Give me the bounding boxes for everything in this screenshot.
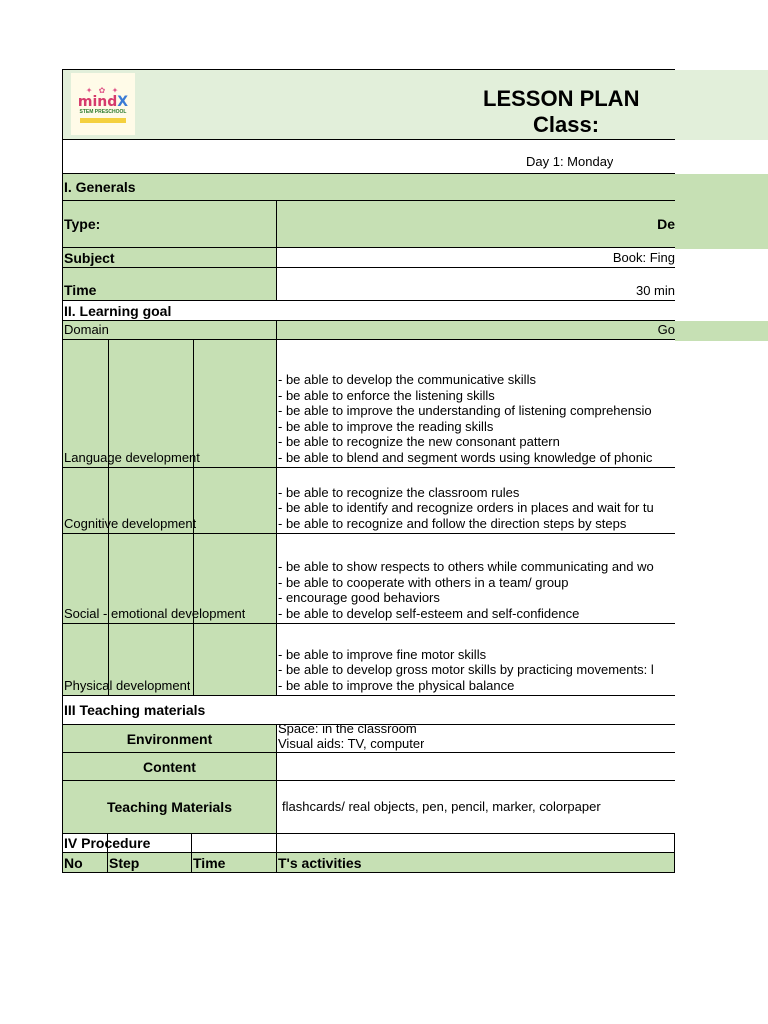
time-label: Time: [62, 268, 277, 301]
logo-decoration: ✦ ✿ ✦: [85, 85, 121, 95]
domain-name: Social - emotional development: [64, 605, 246, 621]
goal-item: - be able to recognize and follow the direction steps by steps: [278, 515, 627, 531]
procedure-heading: IV Procedure: [62, 834, 192, 853]
page-title: LESSON PLAN: [483, 86, 640, 111]
goal-item: - encourage good behaviors: [278, 590, 440, 605]
goal-list: [278, 485, 675, 532]
goal-item: - be able to develop the communicative skills: [278, 372, 536, 387]
procedure-col-step: Step: [108, 853, 192, 873]
domain-name: Cognitive development: [64, 515, 197, 531]
learning-goal-heading: II. Learning goal: [62, 301, 675, 321]
goals-cell-physical: [277, 624, 675, 696]
goals-cell-social-emotional: [277, 534, 675, 624]
goal-item: - be able to develop gross motor skills by practicing movements: l: [278, 662, 654, 677]
generals-heading: I. Generals: [62, 174, 675, 201]
right-fill-header: [675, 70, 768, 140]
procedure-empty-cell: [192, 834, 277, 853]
goal-item: - be able to improve the understanding of listening comprehensio: [278, 403, 652, 418]
mindx-logo: [71, 73, 135, 135]
domain-cell-language: [62, 340, 277, 468]
environment-value: [277, 725, 675, 753]
environment-line: Visual aids: TV, computer: [278, 736, 425, 751]
goals-cell-language: [277, 340, 675, 468]
goal-list: [278, 559, 675, 621]
goal-item: - be able to blend and segment words using knowledge of phonic: [278, 449, 653, 465]
goal-item: - be able to identify and recognize orders in places and wait for tu: [278, 500, 654, 515]
environment-line: Space: in the classroom: [278, 725, 417, 736]
environment-label: Environment: [62, 725, 277, 753]
goal-item: - be able to improve the physical balance: [278, 677, 515, 693]
right-fill-domain: [675, 321, 768, 341]
time-value: 30 min: [277, 268, 675, 301]
goal-item: - be able to recognize the classroom rules: [278, 484, 520, 500]
content-label: Content: [62, 753, 277, 781]
teaching-materials-label: Teaching Materials: [62, 781, 277, 834]
day-row: [62, 140, 675, 174]
teaching-materials-value: flashcards/ real objects, pen, pencil, marker, colorpaper: [277, 781, 675, 834]
header-row: [62, 69, 675, 140]
procedure-col-time: Time: [192, 853, 277, 873]
class-title: Class:: [533, 112, 600, 137]
goal-item: - be able to improve the reading skills: [278, 418, 494, 434]
domain-cell-social-emotional: [62, 534, 277, 624]
type-label: Type:: [62, 201, 277, 248]
domain-name: Physical development: [64, 677, 191, 693]
goal-label: Go: [277, 321, 675, 340]
right-fill-generals: [675, 174, 768, 249]
domain-name: Language development: [64, 449, 200, 465]
subject-label: Subject: [62, 248, 277, 268]
goal-item: - be able to cooperate with others in a team/ group: [278, 574, 569, 590]
domain-cell-cognitive: [62, 468, 277, 534]
goal-item: - be able to recognize the new consonant pattern: [278, 434, 560, 449]
procedure-col-activities: T's activities: [277, 853, 675, 873]
content-value: [277, 753, 675, 781]
domain-label: Domain: [62, 321, 277, 340]
type-value: De: [277, 201, 675, 248]
logo-subtitle: STEM PRESCHOOL: [79, 108, 127, 115]
domain-cell-physical: [62, 624, 277, 696]
goal-item: - be able to improve fine motor skills: [278, 646, 487, 662]
goals-cell-cognitive: [277, 468, 675, 534]
goal-item: - be able to enforce the listening skills: [278, 387, 495, 403]
procedure-empty-cell: [277, 834, 675, 853]
goal-item: - be able to show respects to others while communicating and wo: [278, 559, 654, 574]
materials-heading: III Teaching materials: [62, 696, 675, 725]
lesson-plan-table: [62, 69, 675, 874]
logo-strip: [80, 118, 126, 123]
goal-list: [278, 647, 675, 694]
subject-value: Book: Fing: [277, 248, 675, 268]
goal-list: [278, 372, 675, 465]
procedure-col-no: No: [62, 853, 108, 873]
day-label: Day 1: Monday: [526, 154, 614, 169]
goal-item: - be able to develop self-esteem and self-confidence: [278, 605, 580, 621]
logo-brand: mindX: [77, 93, 129, 110]
